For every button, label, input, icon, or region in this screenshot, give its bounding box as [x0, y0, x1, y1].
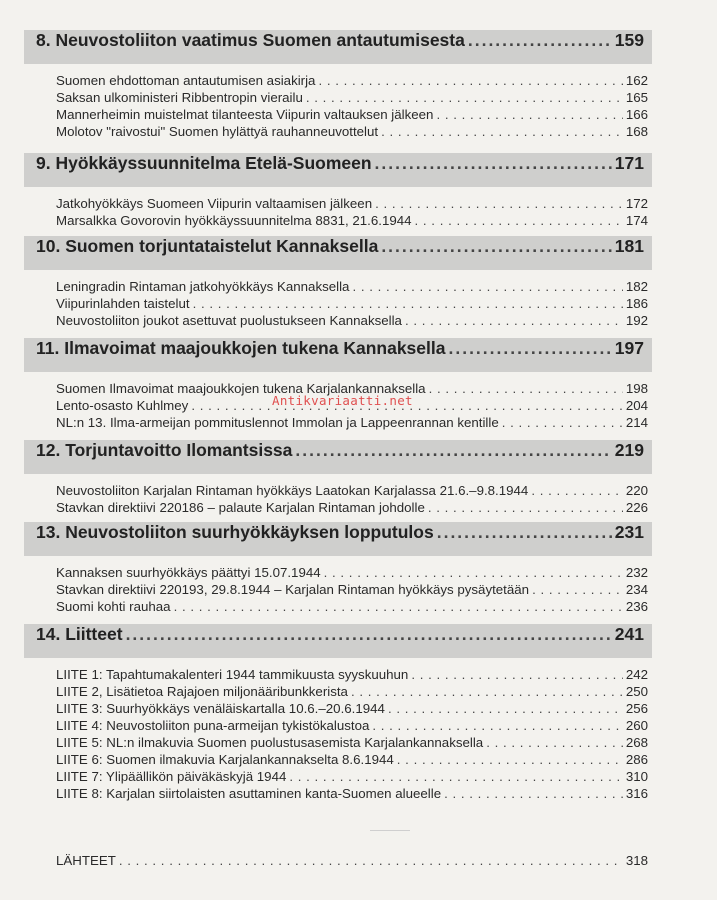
dot-leader — [437, 522, 612, 543]
entry-title: Stavkan direktiivi 220193, 29.8.1944 – Karjalan Rintaman hyökkäys pysäytetään — [56, 582, 530, 597]
dot-leader — [352, 278, 622, 295]
toc-entry — [56, 700, 648, 717]
entry-title: Jatkohyökkäys Suomeen Viipurin valtaamisen jälkeen — [56, 196, 373, 211]
dot-leader — [119, 852, 623, 869]
references-entry — [56, 852, 648, 869]
entry-page: 174 — [625, 213, 648, 228]
chapter-entries — [24, 556, 652, 615]
dot-leader — [375, 195, 623, 212]
entry-title: Saksan ulkoministeri Ribbentropin vierailu — [56, 90, 303, 105]
entry-page: 268 — [625, 735, 648, 750]
dot-leader — [411, 666, 622, 683]
chapter-heading — [24, 236, 652, 270]
chapter-page: 197 — [614, 338, 644, 358]
dot-leader — [375, 153, 612, 174]
chapter-entries — [24, 658, 652, 802]
toc-entry — [56, 499, 648, 516]
toc-entry — [56, 717, 648, 734]
chapter-11 — [24, 338, 652, 431]
dot-leader — [289, 768, 622, 785]
divider — [370, 830, 410, 831]
toc-entry — [56, 683, 648, 700]
entry-page: 186 — [625, 296, 648, 311]
toc-entry — [56, 751, 648, 768]
toc-entry — [56, 195, 648, 212]
toc-entry — [56, 106, 648, 123]
dot-leader — [318, 72, 622, 89]
chapter-12 — [24, 440, 652, 516]
entry-page: 234 — [625, 582, 648, 597]
entry-title: Stavkan direktiivi 220186 – palaute Karjalan Rintaman johdolle — [56, 500, 425, 515]
entry-page: 204 — [625, 398, 648, 413]
chapter-page: 231 — [614, 522, 644, 542]
dot-leader — [448, 338, 611, 359]
dot-leader — [502, 414, 623, 431]
chapter-13 — [24, 522, 652, 615]
chapter-entries — [24, 64, 652, 140]
chapter-title: 13. Neuvostoliiton suurhyökkäyksen lopputulos — [36, 522, 434, 542]
toc-entry — [56, 564, 648, 581]
entry-page: 192 — [625, 313, 648, 328]
dot-leader — [428, 499, 623, 516]
dot-leader — [381, 123, 623, 140]
chapter-entries — [24, 270, 652, 329]
chapter-heading — [24, 440, 652, 474]
toc-entry — [56, 768, 648, 785]
entry-page: 242 — [625, 667, 648, 682]
dot-leader — [397, 751, 623, 768]
entry-title: LIITE 3: Suurhyökkäys venäläiskartalla 10.6.–20.6.1944 — [56, 701, 385, 716]
chapter-heading — [24, 338, 652, 372]
dot-leader — [351, 683, 623, 700]
entry-title: LIITE 4: Neuvostoliiton puna-armeijan tykistökalustoa — [56, 718, 370, 733]
entry-title: Leningradin Rintaman jatkohyökkäys Kannaksella — [56, 279, 350, 294]
entry-page: 214 — [625, 415, 648, 430]
toc-entry — [56, 785, 648, 802]
entry-page: 182 — [625, 279, 648, 294]
entry-page: 162 — [625, 73, 648, 88]
entry-title: LIITE 2, Lisätietoa Rajajoen miljonääribunkkerista — [56, 684, 348, 699]
chapter-title: 9. Hyökkäyssuunnitelma Etelä-Suomeen — [36, 153, 372, 173]
chapter-title: 10. Suomen torjuntataistelut Kannaksella — [36, 236, 379, 256]
toc-entry — [56, 123, 648, 140]
toc-entry — [56, 89, 648, 106]
entry-title: Suomen Ilmavoimat maajoukkojen tukena Karjalankannaksella — [56, 381, 426, 396]
toc-entry — [56, 482, 648, 499]
entry-page: 172 — [625, 196, 648, 211]
entry-title: Suomen ehdottoman antautumisen asiakirja — [56, 73, 316, 88]
dot-leader — [306, 89, 623, 106]
chapter-8 — [24, 30, 652, 140]
entry-title: LIITE 5: NL:n ilmakuvia Suomen puolustusasemista Karjalankannaksella — [56, 735, 484, 750]
entry-title: Marsalkka Govorovin hyökkäyssuunnitelma 8831, 21.6.1944 — [56, 213, 412, 228]
dot-leader — [429, 380, 623, 397]
toc-entry — [56, 312, 648, 329]
dot-leader — [531, 482, 622, 499]
entry-page: 256 — [625, 701, 648, 716]
entry-title: Molotov "raivostui" Suomen hylättyä rauhanneuvottelut — [56, 124, 379, 139]
entry-page: 166 — [625, 107, 648, 122]
dot-leader — [126, 624, 612, 645]
dot-leader — [174, 598, 623, 615]
entry-page: 236 — [625, 599, 648, 614]
toc-entry — [56, 278, 648, 295]
toc-entry — [56, 414, 648, 431]
chapter-10 — [24, 236, 652, 329]
entry-page: 165 — [625, 90, 648, 105]
chapter-page: 159 — [614, 30, 644, 50]
toc-entry — [56, 72, 648, 89]
entry-page: 260 — [625, 718, 648, 733]
dot-leader — [486, 734, 623, 751]
chapter-title: 14. Liitteet — [36, 624, 123, 644]
entry-page: 310 — [625, 769, 648, 784]
entry-page: 226 — [625, 500, 648, 515]
entry-title: Viipurinlahden taistelut — [56, 296, 190, 311]
references-title: LÄHTEET — [56, 853, 116, 868]
entry-page: 198 — [625, 381, 648, 396]
toc-entry — [56, 295, 648, 312]
dot-leader — [444, 785, 623, 802]
entry-page: 168 — [625, 124, 648, 139]
chapter-14 — [24, 624, 652, 802]
references-page: 318 — [625, 853, 648, 868]
dot-leader — [405, 312, 623, 329]
chapter-heading — [24, 153, 652, 187]
chapter-page: 181 — [614, 236, 644, 256]
chapter-heading — [24, 624, 652, 658]
dot-leader — [324, 564, 623, 581]
chapter-title: 11. Ilmavoimat maajoukkojen tukena Kannaksella — [36, 338, 446, 358]
entry-title: Kannaksen suurhyökkäys päättyi 15.07.1944 — [56, 565, 321, 580]
dot-leader — [193, 295, 623, 312]
dot-leader — [372, 717, 622, 734]
entry-page: 232 — [625, 565, 648, 580]
entry-title: Mannerheimin muistelmat tilanteesta Viipurin valtauksen jälkeen — [56, 107, 434, 122]
toc-entry — [56, 212, 648, 229]
dot-leader — [381, 236, 611, 257]
dot-leader — [532, 581, 623, 598]
chapter-entries — [24, 187, 652, 229]
toc-entry — [56, 598, 648, 615]
chapter-9 — [24, 153, 652, 229]
entry-title: LIITE 1: Tapahtumakalenteri 1944 tammikuusta syyskuuhun — [56, 667, 409, 682]
entry-title: Neuvostoliiton Karjalan Rintaman hyökkäys Laatokan Karjalassa 21.6.–9.8.1944 — [56, 483, 529, 498]
chapter-heading — [24, 522, 652, 556]
chapter-page: 241 — [614, 624, 644, 644]
dot-leader — [436, 106, 622, 123]
toc-entry — [56, 666, 648, 683]
dot-leader — [388, 700, 623, 717]
chapter-title: 12. Torjuntavoitto Ilomantsissa — [36, 440, 293, 460]
entry-title: LIITE 8: Karjalan siirtolaisten asuttaminen kanta-Suomen alueelle — [56, 786, 442, 801]
chapter-page: 219 — [614, 440, 644, 460]
entry-title: Lento-osasto Kuhlmey — [56, 398, 189, 413]
entry-page: 220 — [625, 483, 648, 498]
chapter-heading — [24, 30, 652, 64]
entry-title: LIITE 7: Ylipäällikön päiväkäskyjä 1944 — [56, 769, 287, 784]
chapter-page: 171 — [614, 153, 644, 173]
dot-leader — [468, 30, 612, 51]
entry-title: LIITE 6: Suomen ilmakuvia Karjalankannakselta 8.6.1944 — [56, 752, 394, 767]
dot-leader — [415, 212, 623, 229]
entry-page: 286 — [625, 752, 648, 767]
dot-leader — [295, 440, 611, 461]
chapter-entries — [24, 474, 652, 516]
entry-title: NL:n 13. Ilma-armeijan pommituslennot Immolan ja Lappeenrannan kentille — [56, 415, 499, 430]
toc-entry — [56, 581, 648, 598]
entry-title: Neuvostoliiton joukot asettuvat puolustukseen Kannaksella — [56, 313, 402, 328]
entry-title: Suomi kohti rauhaa — [56, 599, 171, 614]
entry-page: 316 — [625, 786, 648, 801]
watermark: Antikvariaatti.net — [272, 393, 413, 408]
toc-entry — [56, 734, 648, 751]
chapter-title: 8. Neuvostoliiton vaatimus Suomen antautumisesta — [36, 30, 465, 50]
entry-page: 250 — [625, 684, 648, 699]
